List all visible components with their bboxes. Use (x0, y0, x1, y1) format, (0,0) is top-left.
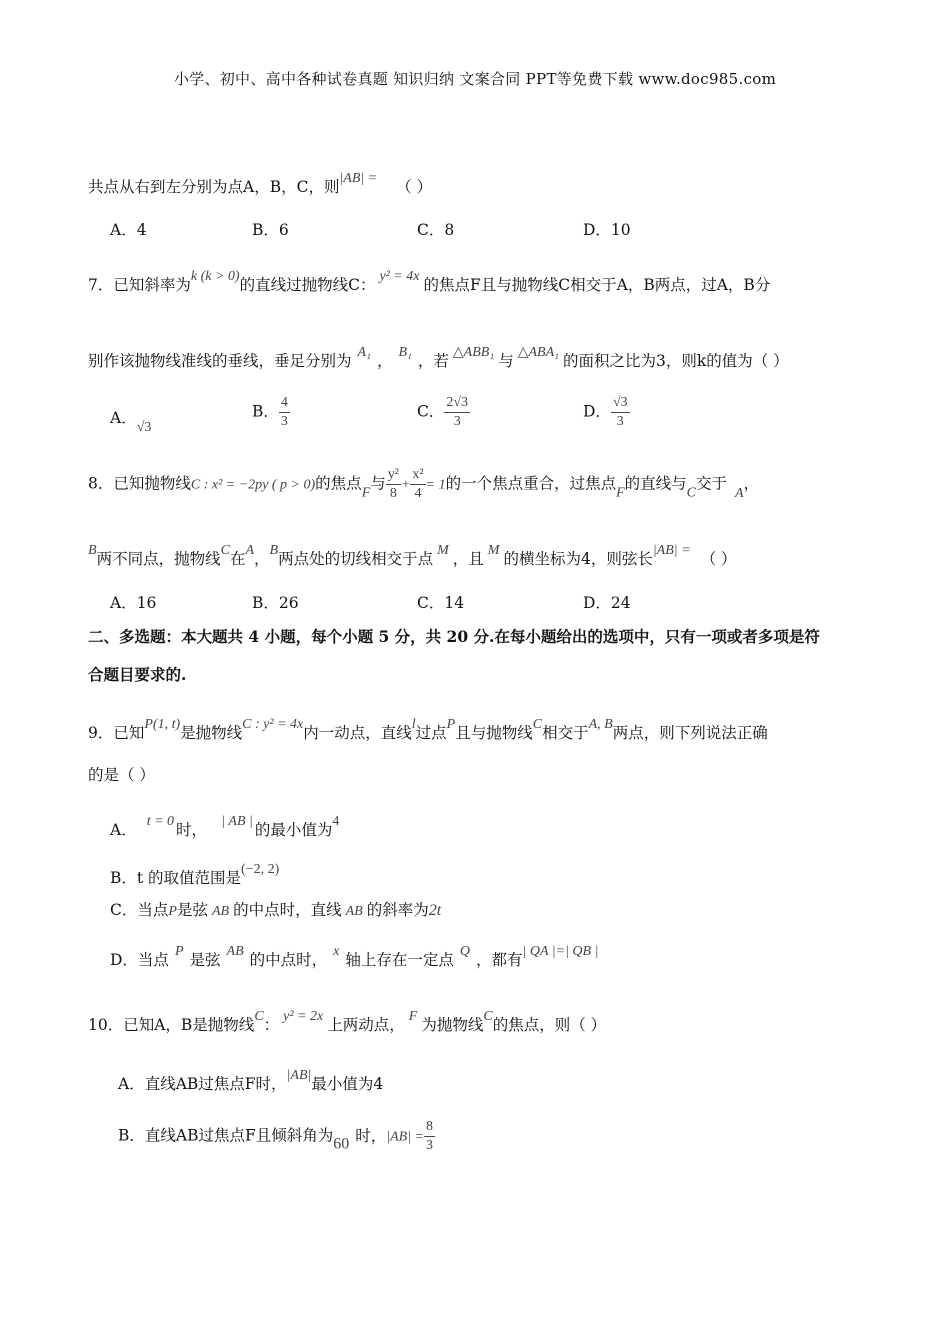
q9-option-label: D．当点 (110, 951, 169, 969)
q7-math: y² = 4x (379, 269, 420, 284)
fraction-denominator: 3 (426, 1138, 433, 1153)
q8-math: M (437, 543, 449, 558)
q9-option-b (110, 862, 279, 888)
q10-math: F (408, 1009, 418, 1024)
q10-math: |AB| (286, 1068, 312, 1083)
q8-text: 在 (229, 550, 246, 568)
q8-text: ，且 (452, 550, 484, 568)
q6-option-b: B．6 (252, 221, 289, 239)
q9-option-c (110, 898, 441, 920)
q10-option-a (118, 1068, 383, 1094)
question-9-line1 (88, 714, 870, 744)
fraction-numerator: 2√3 (444, 394, 470, 413)
q9-text: ，都有 (476, 951, 523, 969)
fraction-numerator: x² (410, 466, 425, 485)
q8-math: = 1 (425, 477, 446, 493)
q7-text: 的面积之比为3，则k的值为（ ） (563, 352, 789, 370)
q10-text: 时， (355, 1126, 387, 1145)
q8-text: 两点处的切线相交于点 (278, 550, 434, 568)
q9-math: (−2, 2) (241, 862, 280, 877)
q7-option-c (417, 394, 470, 431)
q8-math: |AB| = (652, 543, 691, 558)
q10-math: 60 (333, 1135, 350, 1153)
fraction-numerator: √3 (611, 394, 630, 413)
q6-option-a: A．4 (110, 221, 147, 239)
q9-math: t = 0 (146, 814, 175, 829)
q8-text: 交于 (696, 474, 728, 493)
q8-math: + (400, 477, 411, 493)
q10-text: 最小值为4 (311, 1075, 384, 1093)
q7-option-label: B． (252, 402, 279, 421)
q8-math: A (245, 543, 254, 558)
q9-math: 2t (428, 902, 442, 919)
q9-math: 4 (332, 814, 340, 829)
q9-math: P (174, 944, 184, 959)
q7-text: 别作该抛物线准线的垂线，垂足分别为 (88, 352, 352, 370)
q6-option-c: C．8 (417, 221, 455, 239)
fraction-denominator: 3 (280, 414, 288, 429)
section-2-heading-line1: 二、多选题：本大题共 4 小题，每个小题 5 分，共 20 分.在每小题给出的选项中，只有一项或者多项是符 (88, 627, 820, 646)
question-7-line1 (88, 266, 870, 296)
q9-text: 且与抛物线 (455, 724, 533, 742)
q8-math: C (686, 485, 697, 501)
q8-math: C : x² = −2py ( p > 0) (190, 477, 316, 493)
q10-text: 上两动点， (327, 1016, 405, 1034)
q7-option-label: A． (110, 409, 137, 427)
q9-math: l (411, 717, 416, 732)
q7-fraction (279, 394, 290, 431)
q7-fraction (444, 394, 470, 431)
q7-text: ， (376, 352, 393, 370)
q6-option-d: D．10 (583, 221, 631, 239)
q8-text: 的焦点 (315, 474, 362, 493)
q9-text: 相交于 (542, 724, 589, 742)
q7-text: ，若 (417, 352, 449, 370)
q9-text: 内一动点，直线 (303, 724, 412, 742)
question-9-line2: 的是（ ） (88, 766, 155, 784)
fraction-denominator: 3 (616, 414, 624, 429)
q9-math: | AB | (221, 814, 253, 829)
q7-math: k (k > 0) (190, 269, 240, 284)
q9-option-label: C．当点 (110, 901, 169, 919)
q9-math: AB (211, 904, 230, 919)
fraction-numerator: 8 (424, 1118, 435, 1137)
q6-paren: （ ） (396, 178, 433, 196)
q8-text: ， (743, 474, 760, 493)
q9-option-d (110, 944, 598, 970)
q9-option-label: A． (110, 821, 137, 839)
q7-option-label: D． (583, 402, 611, 421)
q9-math: P(1, t) (144, 717, 181, 732)
q9-math: AB (226, 944, 244, 959)
q10-option-label: B．直线AB过焦点F且倾斜角为 (118, 1126, 334, 1145)
q7-math: △ABB₁ (452, 345, 495, 360)
q9-math: x (333, 944, 340, 959)
q7-option-value: √3 (136, 420, 152, 435)
q9-math: AB (345, 904, 363, 919)
q7-math: △ABA₁ (517, 345, 559, 360)
q9-text: 是弦 (189, 951, 221, 969)
q9-math: Q (459, 944, 470, 959)
q8-math: A (735, 485, 744, 501)
q10-math: |AB| = (386, 1129, 424, 1145)
q10-option-label: A．直线AB过焦点F时， (118, 1075, 287, 1093)
q8-option-b: B．26 (252, 594, 299, 612)
q8-math: B (88, 543, 97, 558)
q8-fraction (410, 466, 425, 503)
q10-math: C (483, 1009, 493, 1024)
q8-math: C (220, 543, 230, 558)
question-8-line1 (88, 466, 870, 505)
q8-math: F (616, 485, 625, 501)
question-8-line2 (88, 540, 870, 570)
q8-option-a: A．16 (110, 594, 157, 612)
q9-math: C (532, 717, 543, 732)
q7-text: 的焦点F且与抛物线C相交于A，B两点，过A，B分 (423, 276, 771, 294)
q10-option-b (118, 1118, 435, 1155)
q8-text: 的横坐标为4，则弦长 (503, 550, 653, 568)
q8-text: 的直线与 (624, 474, 687, 493)
q8-math: B (269, 543, 279, 558)
q9-text: 的中点时， (249, 951, 328, 969)
q6-expr: |AB| = (339, 171, 378, 186)
q8-text: ， (254, 550, 270, 568)
q9-math: | QA |=| QB | (522, 944, 599, 959)
q9-math: C : y² = 4x (242, 717, 304, 732)
page-header: 小学、初中、高中各种试卷真题 知识归纳 文案合同 PPT等免费下载 www.doc985.com (173, 70, 777, 88)
q10-text: 为抛物线 (421, 1016, 484, 1034)
q7-math: A₁ (357, 345, 371, 360)
q7-option-d (583, 394, 630, 431)
q8-text: 与 (370, 474, 386, 493)
q10-math: C (254, 1009, 264, 1024)
q10-text: 的焦点，则（ ） (492, 1016, 607, 1034)
q6-text: 共点从右到左分别为点A，B，C，则 (88, 178, 340, 196)
q9-math: P (168, 904, 177, 919)
q9-text: 的中点时，直线 (233, 901, 342, 919)
q8-option-c: C．14 (417, 594, 465, 612)
q8-text: 的一个焦点重合，过焦点 (445, 474, 617, 493)
q8-fraction (386, 466, 401, 503)
q9-text: 的最小值为 (254, 821, 333, 839)
q9-text: 是抛物线 (180, 724, 243, 742)
fraction-numerator: y² (386, 466, 401, 485)
q9-text: 轴上存在一定点 (345, 951, 454, 969)
q7-option-b (252, 394, 290, 431)
q9-text: 时， (176, 821, 208, 839)
q7-text: 7．已知斜率为 (88, 276, 191, 294)
q9-text: 是弦 (176, 901, 208, 919)
q7-option-a (110, 406, 151, 436)
section-2-heading-line2: 合题目要求的. (88, 665, 187, 684)
q7-text: 与 (498, 352, 514, 370)
q9-option-label: B．t 的取值范围是 (110, 869, 242, 887)
q10-text: 10．已知A，B是抛物线 (88, 1016, 255, 1034)
question-7-line2 (88, 342, 870, 372)
q7-text: 的直线过抛物线C： (239, 276, 376, 294)
q9-text: 两点，则下列说法正确 (612, 724, 768, 742)
q10-math: y² = 2x (283, 1009, 324, 1024)
q10-text: ： (263, 1016, 280, 1034)
q7-fraction (611, 394, 630, 431)
q8-text: 两不同点，抛物线 (96, 550, 221, 568)
fraction-denominator: 4 (414, 486, 422, 501)
q9-text: 9．已知 (88, 724, 145, 742)
q7-option-label: C． (417, 402, 445, 421)
q9-text: 的斜率为 (366, 901, 429, 919)
q8-math: F (361, 485, 371, 501)
fraction-denominator: 3 (453, 414, 461, 429)
q8-text: 8．已知抛物线 (88, 474, 191, 493)
q9-text: 过点 (415, 724, 447, 742)
q9-option-a (110, 814, 339, 840)
q8-option-d: D．24 (583, 594, 631, 612)
question-6-tail (88, 168, 870, 198)
q9-math: A, B (588, 717, 613, 732)
q9-math: P (446, 717, 456, 732)
fraction-denominator: 8 (389, 486, 397, 501)
q10-fraction (424, 1118, 435, 1155)
fraction-numerator: 4 (279, 394, 290, 413)
question-10-line1 (88, 1006, 870, 1036)
q8-text: （ ） (700, 550, 737, 568)
q7-math: B₁ (398, 345, 412, 360)
q8-math: M (487, 543, 500, 558)
